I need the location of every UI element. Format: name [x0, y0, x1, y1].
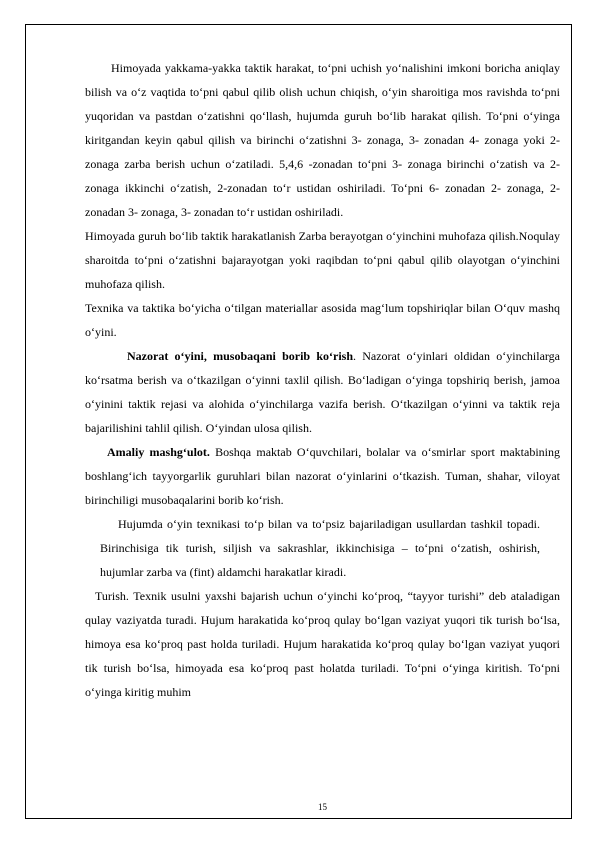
document-body [85, 56, 560, 704]
paragraph-control-game [85, 344, 560, 440]
paragraph-defense-individual-tactics: Himoyada yakkama-yakka taktik harakat, to‘pni uchish yo‘nalishini imkoni boricha aniqlay bilish va o‘z vaqtida to‘pni qabul qilib olish uchun chiqish, o‘yin sharoitiga mos ravishda to‘pni yuqoridan va pastdan o‘zatishni qo‘llash, hujumda guruh bo‘lib harakat qilish. To‘pni o‘yinga kiritgandan keyin qabul qilish va birinchi o‘zatishni 3- zonaga, 3- zonadan 4- zonaga yoki 2- zonaga zarba berish uchun o‘zatiladi. 5,4,6 -zonadan to‘pni 3- zonaga birinchi o‘zatish va 2- zonaga ikkinchi o‘zatish, 2-zonadan to‘r ustidan oshiriladi. To‘pni 6- zonadan 2- zonaga, 2- zonadan 3- zonaga, 3- zonadan to‘r ustidan oshiriladi. [85, 61, 560, 219]
paragraph-practical-lesson [85, 440, 560, 512]
page-number: 15 [318, 802, 327, 812]
heading-control-game: Nazorat o‘yini, musobaqani borib ko‘rish [127, 349, 353, 363]
paragraph-practical-lesson-text: Boshqa maktab O‘quvchilari, bolalar va o‘smirlar sport maktabining boshlang‘ich tayyorgarlik guruhlari bilan nazorat o‘yinlarini o‘tkazish. Tuman, shahar, viloyat birinchiligi musobaqalarini borib ko‘rish. [85, 445, 561, 507]
heading-practical-lesson: Amaliy mashg‘ulot. [107, 445, 210, 459]
paragraph-defense-group-tactics: Himoyada guruh bo‘lib taktik harakatlanish Zarba berayotgan o‘yinchini muhofaza qilish.Noqulay sharoitda to‘pni o‘zatishni bajarayotgan yoki raqibdan to‘pni qabul qilib olayotgan o‘yinchini muhofaza qilish. [85, 229, 560, 291]
paragraph-stance: Turish. Texnik usulni yaxshi bajarish uchun o‘yinchi ko‘proq, “tayyor turishi” deb ataladigan qulay vaziyatda turadi. Hujum harakatida ko‘proq qulay bo‘lgan vaziyat yuqori tik turish bo‘lsa, himoya esa ko‘proq past holda turiladi. Hujum harakatida ko‘proq qulay bo‘lgan vaziyat yuqori tik turish bo‘lsa, himoyada esa ko‘proq past holatda turiladi. To‘pni o‘yinga kiritish. To‘pni o‘yinga kiritig muhim [85, 589, 560, 699]
paragraph-training-game: Texnika va taktika bo‘yicha o‘tilgan materiallar asosida mag‘lum topshiriqlar bilan O‘quv mashq o‘yini. [85, 301, 560, 339]
paragraph-attack-technique: Hujumda o‘yin texnikasi to‘p bilan va to‘psiz bajariladigan usullardan tashkil topadi. Birinchisiga tik turish, siljish va sakrashlar, ikkinchisiga – to‘pni o‘zatish, oshirish, hujumlar zarba va (fint) aldamchi harakatlar kiradi. [100, 517, 540, 579]
paragraph-control-game-text: . Nazorat o‘yinlari oldidan o‘yinchilarga ko‘rsatma berish va o‘tkazilgan o‘yinni taxlil qilish. Bo‘ladigan o‘yinga topshiriq berish, jamoa o‘yinini taktik rejasi va alohida o‘yinchilarga vazifa berish. O‘tkazilgan o‘yinni va taktik reja bajarilishini tahlil qilish. O‘yindan ulosa qilish. [85, 349, 561, 435]
